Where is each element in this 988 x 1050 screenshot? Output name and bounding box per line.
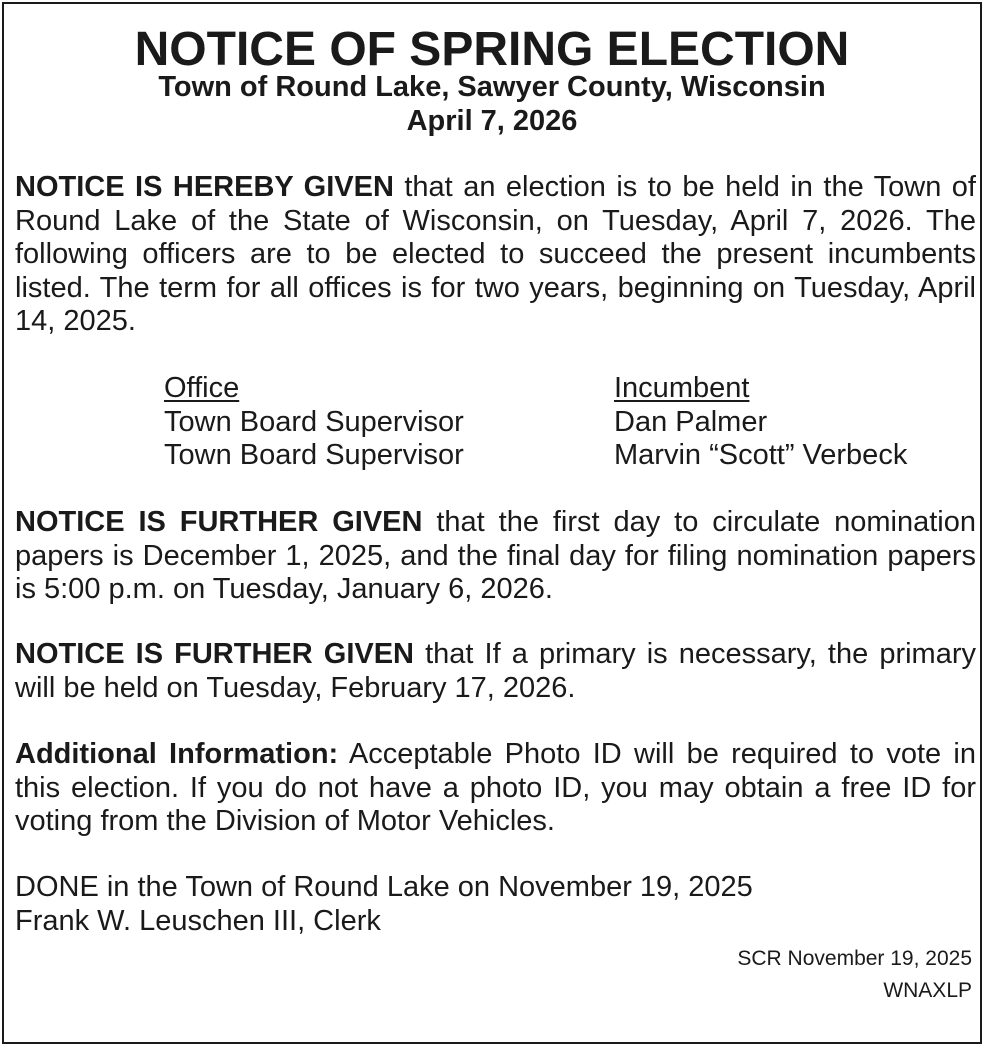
- paragraph-text: that the first day to circulate nomination papers is December 1, 2025, and the final day for filing nomination papers is 5:00 p.m. on Tuesday, January 6, 2026.: [15, 506, 976, 605]
- incumbent-cell: Dan Palmer: [614, 405, 768, 438]
- paragraph-text: that If a primary is necessary, the primary will be held on Tuesday, February 17, 2026.: [15, 638, 977, 704]
- paragraph-lead: NOTICE IS FURTHER GIVEN: [15, 638, 415, 670]
- paragraph-hereby-given: [15, 171, 976, 339]
- notice-location: Town of Round Lake, Sawyer County, Wisconsin: [158, 71, 826, 103]
- office-column: [164, 372, 464, 473]
- publication-code: WNAXLP: [883, 979, 972, 1002]
- office-header: Office: [164, 372, 240, 404]
- paragraph-lead: Additional Information:: [15, 738, 339, 770]
- notice-title: NOTICE OF SPRING ELECTION: [134, 23, 850, 76]
- done-line: DONE in the Town of Round Lake on November 19, 2025: [15, 871, 753, 903]
- publication-line: SCR November 19, 2025: [737, 947, 972, 970]
- incumbent-header: Incumbent: [614, 372, 750, 404]
- paragraph-additional-information: [15, 738, 976, 839]
- paragraph-lead: NOTICE IS HEREBY GIVEN: [15, 171, 394, 203]
- incumbent-cell: Marvin “Scott” Verbeck: [614, 439, 908, 471]
- paragraph-text: that an election is to be held in the Town of Round Lake of the State of Wisconsin, on Tuesday, April 7, 2026. The following officers are to be elected to succeed the present incumbents listed. The term for all offices is for two years, beginning on Tuesday, April 14, 2025.: [15, 171, 976, 337]
- paragraph-primary: [15, 638, 976, 705]
- incumbent-column: [614, 372, 907, 473]
- paragraph-nomination-papers: [15, 506, 976, 607]
- signature-block: [15, 871, 753, 938]
- election-date: April 7, 2026: [406, 105, 578, 137]
- election-notice: [2, 2, 982, 1044]
- paragraph-lead: NOTICE IS FURTHER GIVEN: [15, 506, 423, 538]
- clerk-line: Frank W. Leuschen III, Clerk: [15, 904, 381, 937]
- office-cell: Town Board Supervisor: [164, 439, 464, 471]
- office-cell: Town Board Supervisor: [164, 405, 464, 438]
- paragraph-text: Acceptable Photo ID will be required to vote in this election. If you do not have a photo ID, you may obtain a free ID for voting from the Division of Motor Vehicles.: [15, 738, 976, 837]
